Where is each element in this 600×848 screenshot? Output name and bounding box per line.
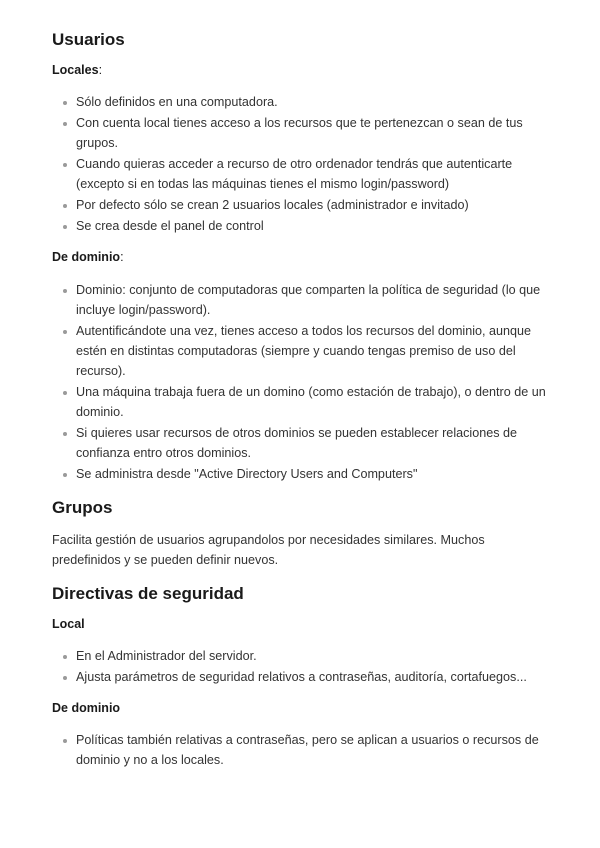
list-item: Ajusta parámetros de seguridad relativos a contraseñas, auditoría, cortafuegos... [52, 667, 552, 687]
heading-usuarios: Usuarios [52, 30, 125, 49]
subheading-de-dominio-label: De dominio [52, 250, 121, 264]
heading-directivas: Directivas de seguridad [52, 584, 244, 603]
subheading-local: Local [52, 617, 85, 631]
subheading-locales-label: Locales [52, 63, 99, 77]
heading-grupos: Grupos [52, 498, 113, 517]
list-item: Una máquina trabaja fuera de un domino (como estación de trabajo), o dentro de un dominio. [52, 382, 552, 422]
subheading-de-dominio [52, 248, 552, 266]
list-locales [52, 92, 552, 236]
list-item: Por defecto sólo se crean 2 usuarios locales (administrador e invitado) [52, 195, 552, 215]
list-item: Autentificándote una vez, tienes acceso a todos los recursos del dominio, aunque estén en distintas computadoras (siempre y cuando tengas premiso de uso del recurso). [52, 321, 552, 381]
subheading-de-dominio-colon: : [120, 250, 124, 264]
list-directivas-local [52, 646, 552, 687]
list-item: Sólo definidos en una computadora. [52, 92, 552, 112]
list-item: En el Administrador del servidor. [52, 646, 552, 666]
list-directivas-dominio [52, 730, 552, 770]
document-page [52, 28, 552, 771]
list-item: Cuando quieras acceder a recurso de otro ordenador tendrás que autenticarte (excepto si en todas las máquinas tienes el mismo login/password) [52, 154, 552, 194]
subheading-locales [52, 61, 552, 79]
list-dominio [52, 280, 552, 484]
list-item: Se administra desde "Active Directory Users and Computers" [52, 464, 552, 484]
list-item: Se crea desde el panel de control [52, 216, 552, 236]
list-item: Dominio: conjunto de computadoras que comparten la política de seguridad (lo que incluye login/password). [52, 280, 552, 320]
list-item: Con cuenta local tienes acceso a los recursos que te pertenezcan o sean de tus grupos. [52, 113, 552, 153]
subheading-directivas-dominio: De dominio [52, 701, 121, 715]
grupos-text: Facilita gestión de usuarios agrupandolos por necesidades similares. Muchos predefinidos y se pueden definir nuevos. [52, 533, 485, 567]
list-item: Si quieres usar recursos de otros dominios se pueden establecer relaciones de confianza entro otros dominios. [52, 423, 552, 463]
list-item: Políticas también relativas a contraseñas, pero se aplican a usuarios o recursos de dominio y no a los locales. [52, 730, 552, 770]
subheading-locales-colon: : [98, 63, 103, 77]
